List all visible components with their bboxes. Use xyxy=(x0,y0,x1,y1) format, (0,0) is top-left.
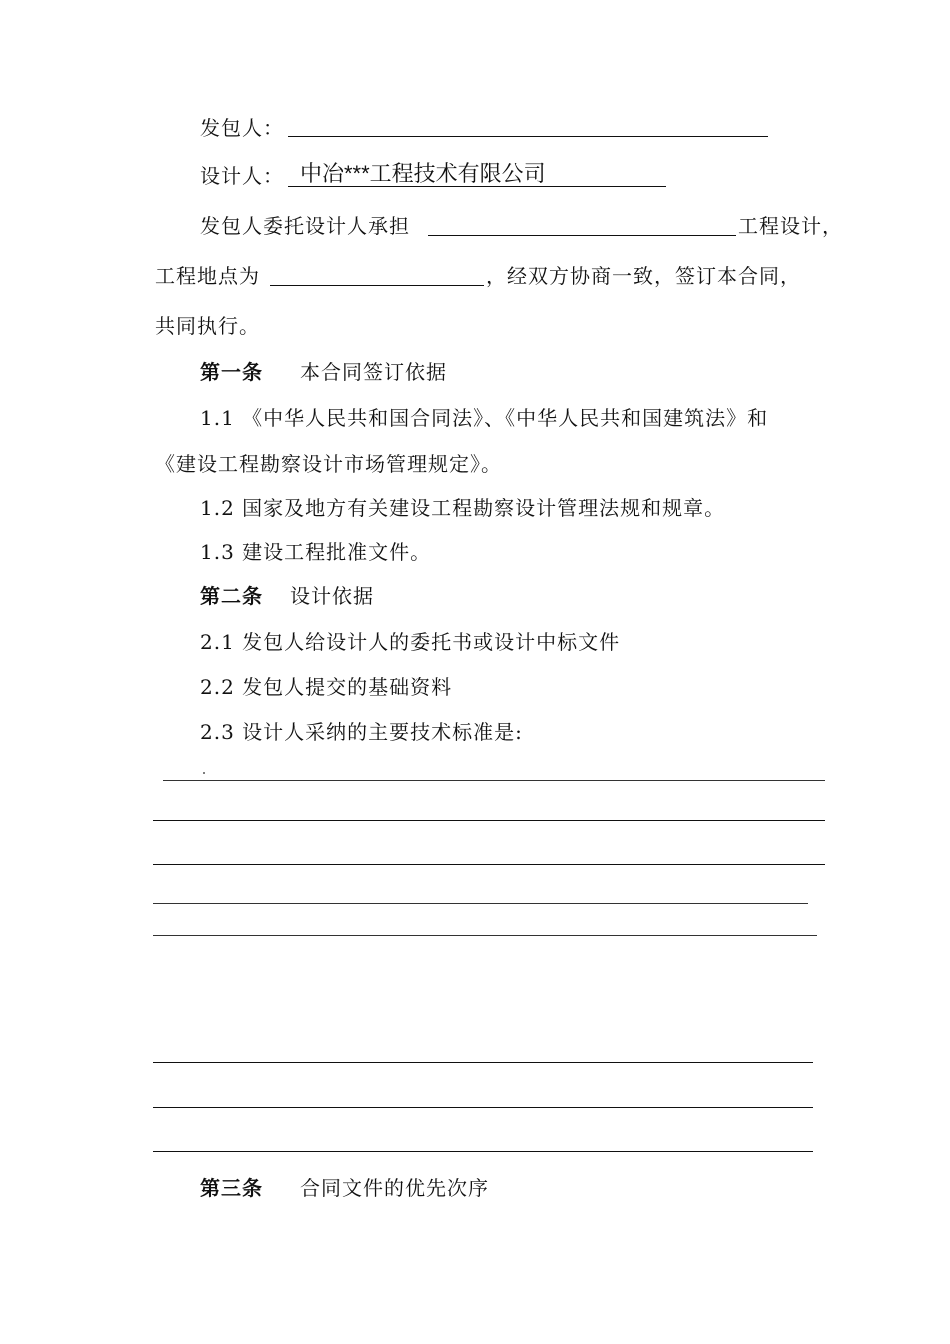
intro-line-2 xyxy=(155,262,260,290)
item-2-1: 2.1 发包人给设计人的委托书或设计中标文件 xyxy=(200,630,621,654)
article2-heading: 第二条 xyxy=(200,584,263,608)
standards-blank-8[interactable] xyxy=(153,1151,813,1152)
item-1-1-b: 《建设工程勘察设计市场管理规定》。 xyxy=(155,452,502,476)
standards-blank-2[interactable] xyxy=(153,820,825,821)
article2-heading-line xyxy=(200,582,263,610)
standards-blank-4[interactable] xyxy=(153,903,808,904)
article3-title: 合同文件的优先次序 xyxy=(300,1176,489,1200)
project-name-blank[interactable] xyxy=(428,235,736,236)
item-1-1-a: 1.1 《中华人民共和国合同法》、《中华人民共和国建筑法》和 xyxy=(200,406,769,430)
article3-heading: 第三条 xyxy=(200,1176,263,1200)
item-2-3: 2.3 设计人采纳的主要技术标准是: xyxy=(200,720,523,744)
designer-label: 设计人： xyxy=(200,164,284,188)
standards-blank-3[interactable] xyxy=(153,864,825,865)
standards-blank-6[interactable] xyxy=(153,1062,813,1063)
intro-line-1 xyxy=(200,212,410,240)
intro-text-1: 发包人委托设计人承担 xyxy=(200,214,410,238)
standards-blank-5[interactable] xyxy=(153,935,817,936)
project-location-blank[interactable] xyxy=(270,285,484,286)
item-1-2: 1.2 国家及地方有关建设工程勘察设计管理法规和规章。 xyxy=(200,496,726,520)
article3-heading-line xyxy=(200,1174,263,1202)
intro-text-3: 工程地点为 xyxy=(155,264,260,288)
standards-blank-1[interactable] xyxy=(163,780,825,781)
intro-text-2: 工程设计， xyxy=(738,214,843,238)
intro-text-5: 共同执行。 xyxy=(155,314,260,338)
employer-label: 发包人： xyxy=(200,116,284,140)
article1-heading-line xyxy=(200,358,263,386)
intro-text-4: ，经双方协商一致，签订本合同， xyxy=(486,264,801,288)
employer-blank[interactable] xyxy=(288,136,768,137)
item-2-2: 2.2 发包人提交的基础资料 xyxy=(200,675,453,699)
designer-underline xyxy=(288,186,666,187)
standards-blank-7[interactable] xyxy=(153,1107,813,1108)
article1-heading: 第一条 xyxy=(200,360,263,384)
article1-title: 本合同签订依据 xyxy=(300,360,447,384)
designer-line xyxy=(200,162,284,190)
stray-dot xyxy=(203,772,205,774)
article2-title: 设计依据 xyxy=(290,584,374,608)
designer-value: 中冶***工程技术有限公司 xyxy=(300,161,546,186)
item-1-3: 1.3 建设工程批准文件。 xyxy=(200,540,432,564)
employer-line xyxy=(200,114,284,142)
